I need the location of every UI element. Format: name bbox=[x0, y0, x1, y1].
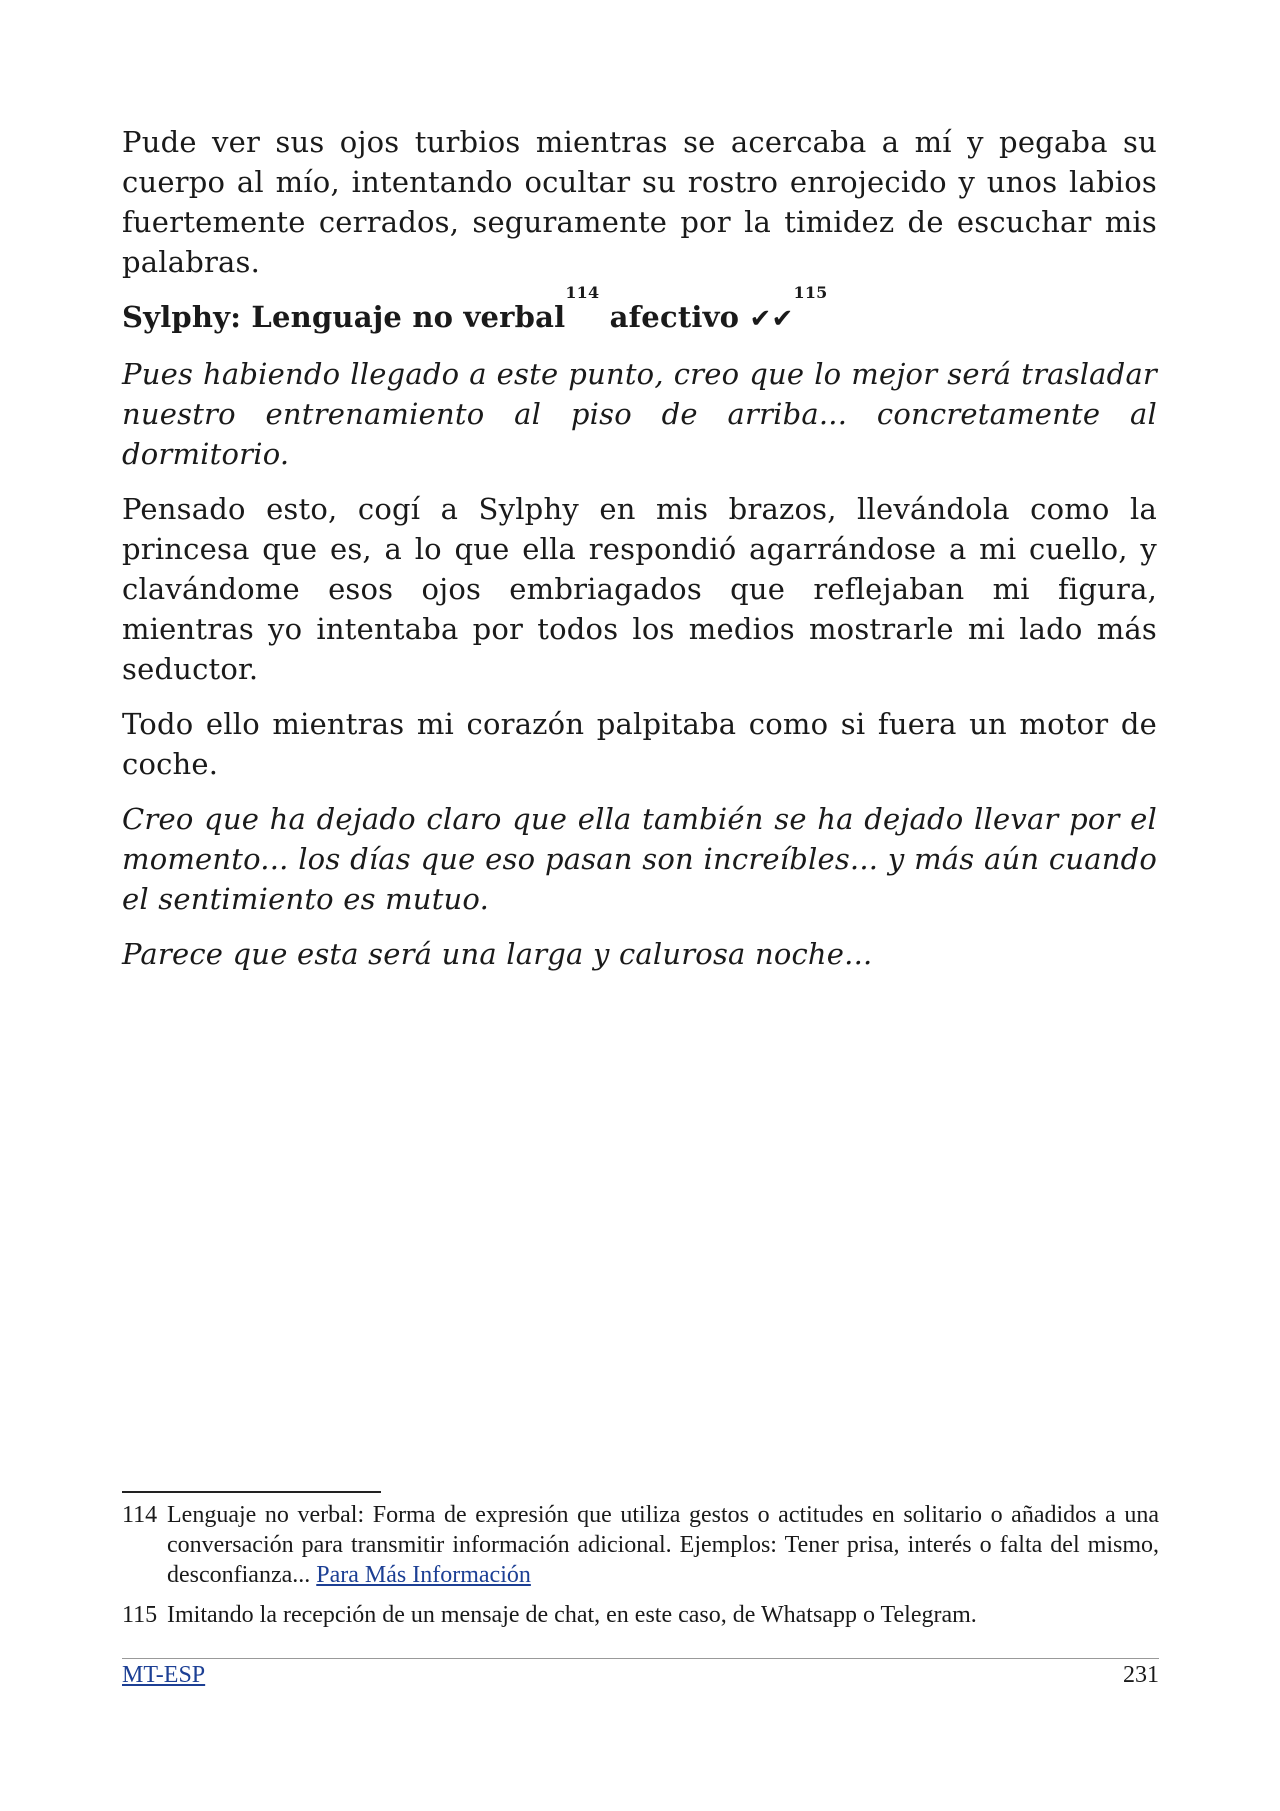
page-number: 231 bbox=[1123, 1662, 1159, 1688]
footnote-body: Lenguaje no verbal: Forma de expresión que utiliza gestos o actitudes en solitario o añadidos a una conversación para transmitir información adicional. Ejemplos: Tener prisa, interés o falta del mismo, desconfianza... bbox=[167, 1502, 1159, 1588]
paragraph-3: Pensado esto, cogí a Sylphy en mis brazos, llevándola como la princesa que es, a lo que ella respondió agarrándose a mi cuello, y clavándome esos ojos embriagados que reflejaban mi figura, mientras yo intentaba por todos los medios mostrarle mi lado más seductor. bbox=[122, 492, 1157, 686]
footnote-number: 114 bbox=[122, 1502, 158, 1528]
footnote-115 bbox=[122, 1600, 1159, 1630]
paragraph-6: Parece que esta será una larga y calurosa noche... bbox=[122, 937, 873, 971]
main-text bbox=[122, 122, 1157, 989]
footnote-body: Imitando la recepción de un mensaje de chat, en este caso, de Whatsapp o Telegram. bbox=[167, 1602, 977, 1628]
footnote-114 bbox=[122, 1500, 1159, 1590]
section-heading bbox=[122, 283, 1157, 339]
double-check-icon: ✔✔ bbox=[749, 304, 794, 334]
footnote-text bbox=[167, 1500, 1159, 1590]
footnote-ref-114[interactable]: 114 bbox=[565, 283, 600, 302]
footer-divider bbox=[122, 1658, 1159, 1659]
paragraph-4: Todo ello mientras mi corazón palpitaba como si fuera un motor de coche. bbox=[122, 707, 1157, 781]
mt-esp-link[interactable]: MT-ESP bbox=[122, 1662, 206, 1688]
page-footer bbox=[122, 1660, 1159, 1690]
paragraph-1: Pude ver sus ojos turbios mientras se acercaba a mí y pegaba su cuerpo al mío, intentando ocultar su rostro enrojecido y unos labios fuertemente cerrados, seguramente por la timidez de escuchar mis palabras. bbox=[122, 125, 1157, 279]
footnotes bbox=[122, 1500, 1159, 1640]
heading-text-middle: afectivo bbox=[599, 300, 750, 334]
footnote-divider bbox=[122, 1491, 381, 1493]
footnote-number: 115 bbox=[122, 1602, 158, 1628]
more-info-link[interactable]: Para Más Información bbox=[316, 1562, 531, 1588]
footnote-ref-115[interactable]: 115 bbox=[793, 283, 828, 302]
paragraph-5: Creo que ha dejado claro que ella también se ha dejado llevar por el momento... los días que eso pasan son increíbles... y más aún cuando el sentimiento es mutuo. bbox=[122, 802, 1157, 916]
paragraph-2: Pues habiendo llegado a este punto, creo que lo mejor será trasladar nuestro entrenamiento al piso de arriba... concretamente al dormitorio. bbox=[122, 357, 1157, 471]
heading-text: Sylphy: Lenguaje no verbal bbox=[122, 300, 566, 334]
